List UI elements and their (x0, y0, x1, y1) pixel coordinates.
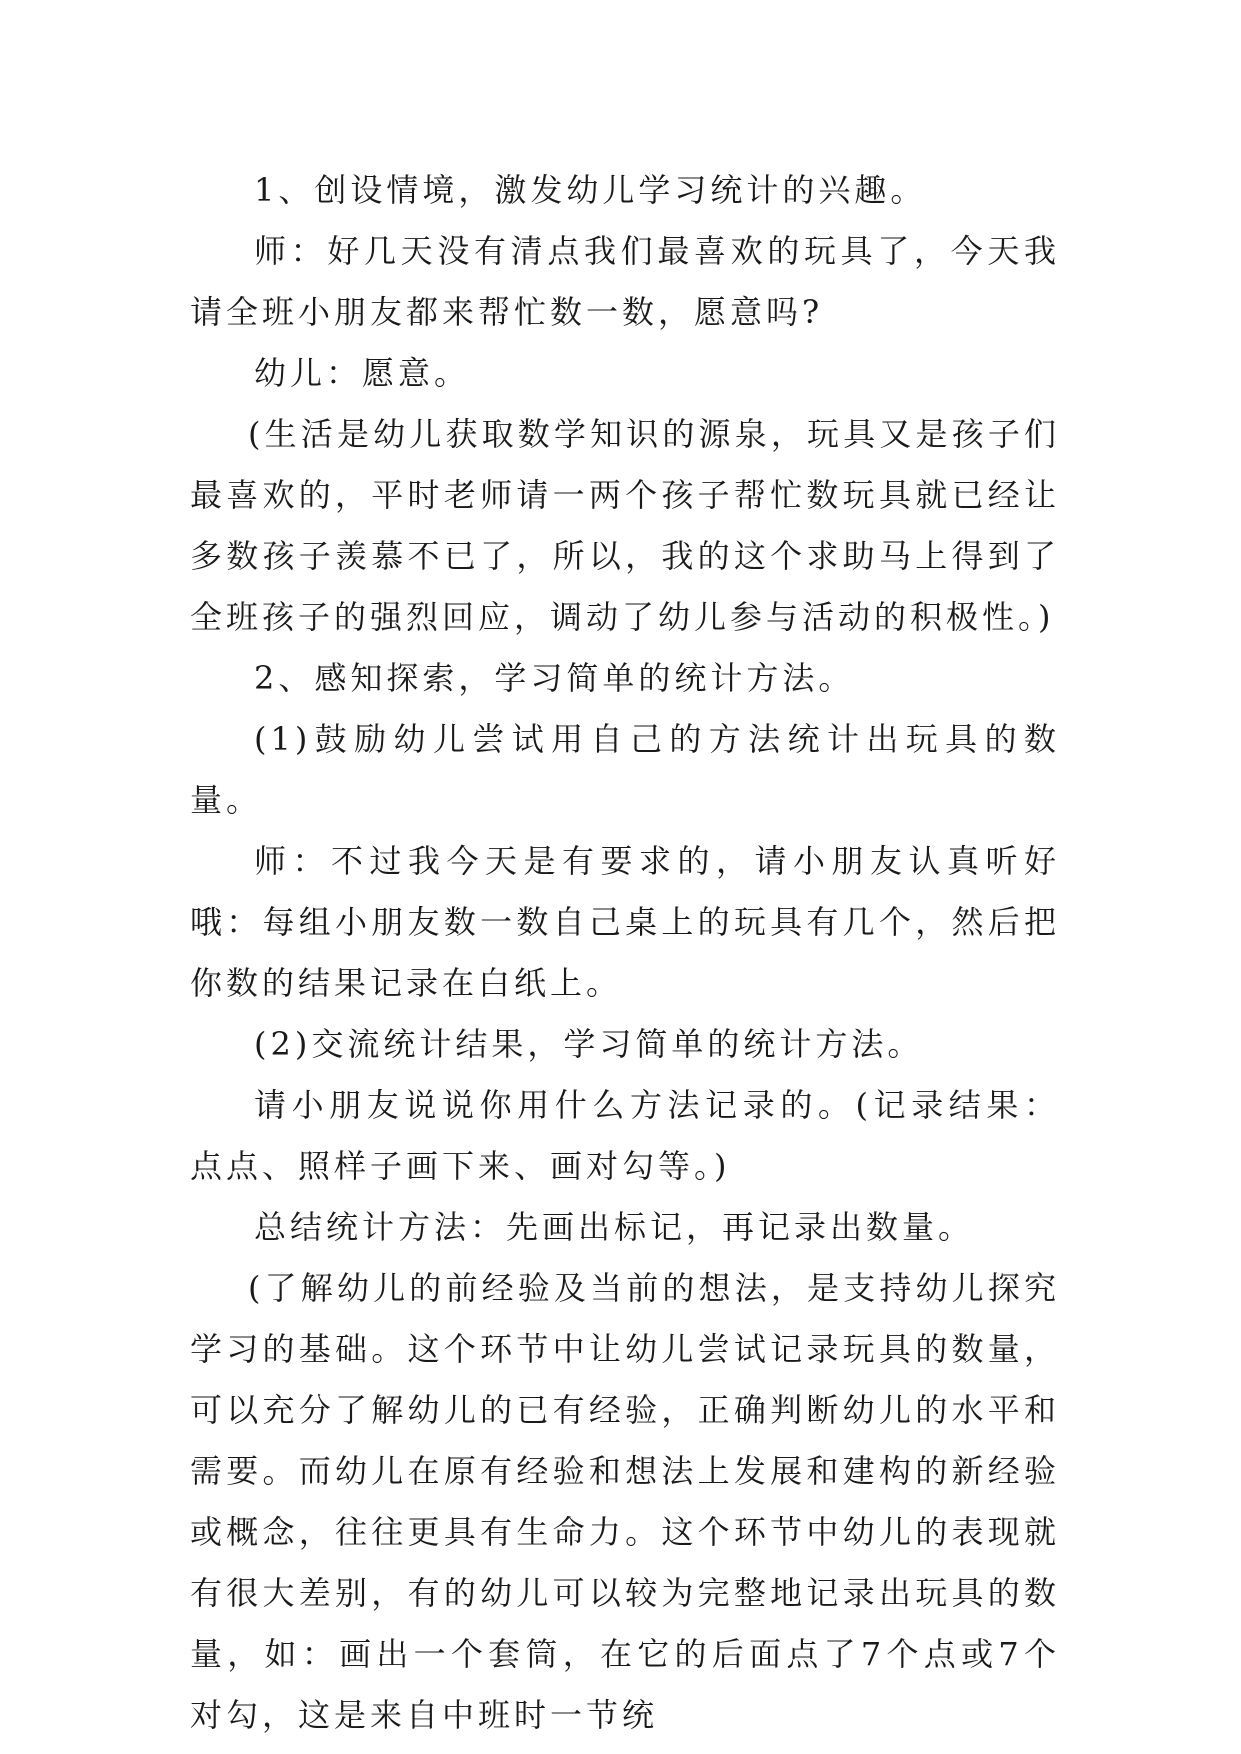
paragraph-step-1-heading: 1、创设情境，激发幼儿学习统计的兴趣。 (254, 171, 927, 209)
paragraph-teacher-question: 师：好几天没有清点我们最喜欢的玩具了，今天我请全班小朋友都来帮忙数一数，愿意吗? (190, 232, 1060, 331)
paragraph-step-2-heading: 2、感知探索，学习简单的统计方法。 (254, 659, 855, 697)
paragraph-commentary-1: (生活是幼儿获取数学知识的源泉，玩具又是孩子们最喜欢的，平时老师请一两个孩子帮忙数玩具就已经让多数孩子羡慕不已了，所以，我的这个求助马上得到了全班孩子的强烈回应，调动了幼儿参与活动的积极性。) (190, 415, 1060, 636)
paragraph-recording-methods: 请小朋友说说你用什么方法记录的。(记录结果：点点、照样子画下来、画对勾等。) (190, 1086, 1060, 1185)
paragraph-teacher-instruction: 师：不过我今天是有要求的，请小朋友认真听好哦：每组小朋友数一数自己桌上的玩具有几个，然后把你数的结果记录在白纸上。 (190, 842, 1060, 1002)
paragraph-substep-1: (1)鼓励幼儿尝试用自己的方法统计出玩具的数量。 (190, 720, 1060, 819)
paragraph-summary: 总结统计方法：先画出标记，再记录出数量。 (254, 1208, 975, 1246)
paragraph-children-answer: 幼儿：愿意。 (254, 354, 471, 392)
paragraph-commentary-2: (了解幼儿的前经验及当前的想法，是支持幼儿探究学习的基础。这个环节中让幼儿尝试记录玩具的数量，可以充分了解幼儿的已有经验，正确判断幼儿的水平和需要。而幼儿在原有经验和想法上发展和建构的新经验或概念，往往更具有生命力。这个环节中幼儿的表现就有很大差别，有的幼儿可以较为完整地记录出玩具的数量，如：画出一个套筒，在它的后面点了7个点或7个对勾，这是来自中班时一节统 (190, 1269, 1060, 1734)
paragraph-substep-2: (2)交流统计结果，学习简单的统计方法。 (254, 1025, 924, 1063)
document-body (190, 160, 1060, 1746)
